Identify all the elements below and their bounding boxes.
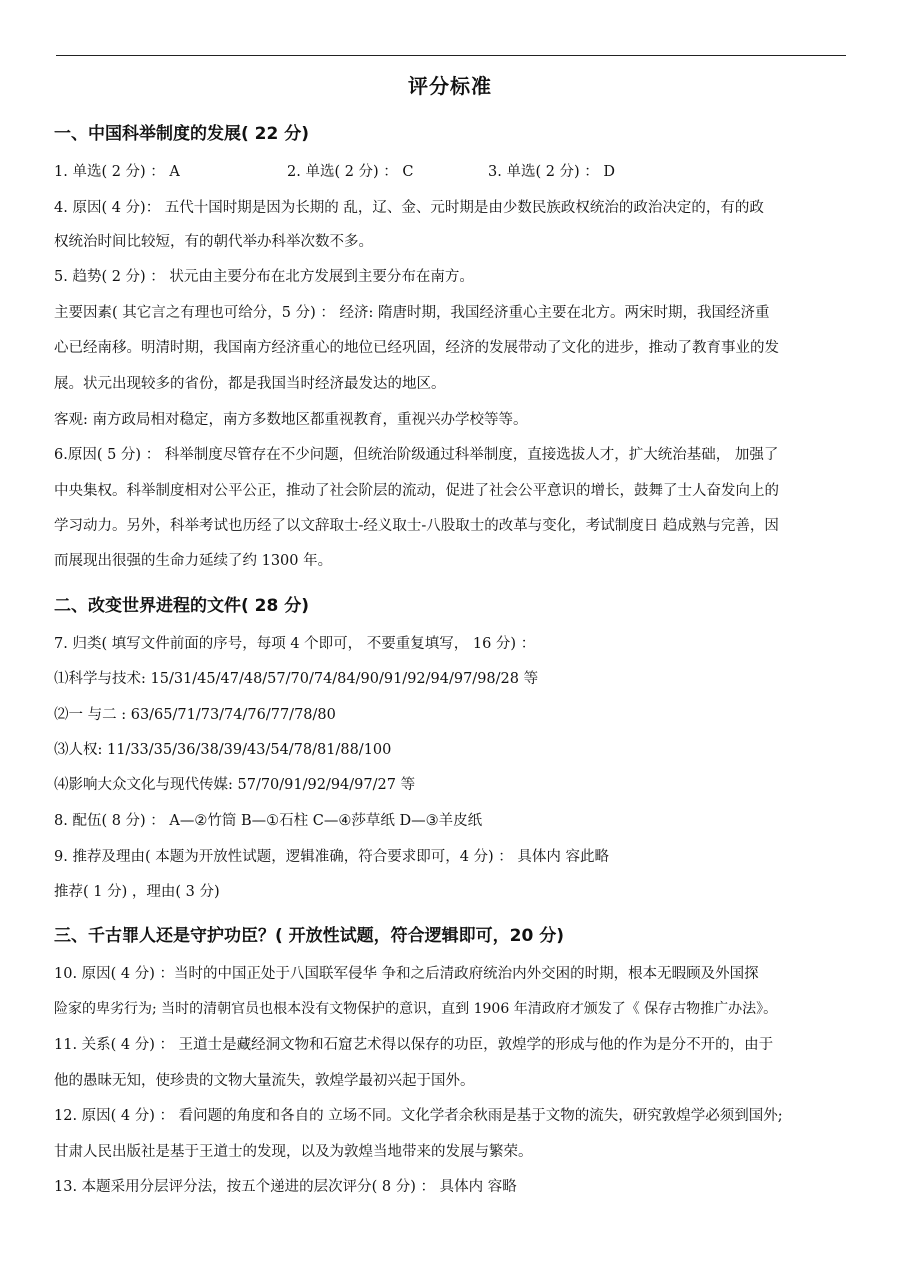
q6-line-4: 而展现出很强的生命力延续了约 1300 年。 <box>54 553 333 569</box>
q7-item-1: ⑴科学与技术: 15/31/45/47/48/57/70/74/84/90/91/92/94/97/98/28 等 <box>54 671 539 687</box>
q5-line-5: 客观: 南方政局相对稳定，南方多数地区都重视教育，重视兴办学校等等。 <box>54 412 528 428</box>
q7-item-2: ⑵一 与二 : 63/65/71/73/74/76/77/78/80 <box>54 707 336 723</box>
q7-line: 7. 归类( 填写文件前面的序号，每项 4 个即可， 不要重复填写， 16 分) ： <box>54 636 536 652</box>
q11-line-1: 11. 关系( 4 分) ： 王道士是藏经洞文物和石窟艺术得以保存的功臣，敦煌学的形成与他的作为是分不开的，由于 <box>54 1037 774 1053</box>
q2-answer: 2. 单选( 2 分) ： C <box>287 164 414 180</box>
q8-line: 8. 配伍( 8 分) ： A—②竹筒 B—①石柱 C—④莎草纸 D—③羊皮纸 <box>54 813 483 829</box>
q10-line-1: 10. 原因( 4 分) ：当时的中国正处于八国联军侵华 争和之后清政府统治内外交困的时期，根本无暇顾及外国探 <box>54 966 759 982</box>
q5-line-1: 5. 趋势( 2 分) ： 状元由主要分布在北方发展到主要分布在南方。 <box>54 269 474 285</box>
q4-line-1: 4. 原因( 4 分)： 五代十国时期是因为长期的 乱，辽、金、元时期是由少数民族政权统治的政治决定的，有的政 <box>54 200 764 216</box>
section-1-heading: 一、中国科举制度的发展( 22 分) <box>54 124 310 144</box>
q9-line-2: 推荐( 1 分) ，理由( 3 分) <box>54 884 220 900</box>
section-2-heading: 二、改变世界进程的文件( 28 分) <box>54 596 310 616</box>
q6-line-2: 中央集权。科举制度相对公平公正，推动了社会阶层的流动，促进了社会公平意识的增长，鼓舞了士人奋发向上的 <box>54 483 779 499</box>
q9-line-1: 9. 推荐及理由( 本题为开放性试题，逻辑准确，符合要求即可，4 分) ： 具体内 容此略 <box>54 849 610 865</box>
q6-line-3: 学习动力。另外，科举考试也历经了以文辞取士-经义取士-八股取士的改革与变化，考试制度日 趋成熟与完善，因 <box>54 518 779 534</box>
q7-item-4: ⑷影响大众文化与现代传媒: 57/70/91/92/94/97/27 等 <box>54 777 416 793</box>
q5-line-4: 展。状元出现较多的省份，都是我国当时经济最发达的地区。 <box>54 376 446 392</box>
q5-line-2: 主要因素( 其它言之有理也可给分，5 分) ： 经济: 隋唐时期，我国经济重心主要在北方。两宋时期，我国经济重 <box>54 305 770 321</box>
q11-line-2: 他的愚昧无知，使珍贵的文物大量流失，敦煌学最初兴起于国外。 <box>54 1073 475 1089</box>
q1-answer: 1. 单选( 2 分) ： A <box>54 164 180 180</box>
section-3-heading: 三、千古罪人还是守护功臣？( 开放性试题，符合逻辑即可，20 分) <box>54 926 565 946</box>
q10-line-2: 险家的卑劣行为; 当时的清朝官员也根本没有文物保护的意识，直到 1906 年清政府才颁发了《 保存古物推广办法》。 <box>54 1001 778 1017</box>
page-title: 评分标准 <box>408 74 492 98</box>
q12-line-2: 甘肃人民出版社是基于王道士的发现，以及为敦煌当地带来的发展与繁荣。 <box>54 1144 533 1160</box>
q3-answer: 3. 单选( 2 分) ： D <box>488 164 616 180</box>
q12-line-1: 12. 原因( 4 分) ： 看问题的角度和各自的 立场不同。文化学者余秋雨是基于文物的流失，研究敦煌学必须到国外; <box>54 1108 783 1124</box>
q5-line-3: 心已经南移。明清时期，我国南方经济重心的地位已经巩固，经济的发展带动了文化的进步，推动了教育事业的发 <box>54 340 779 356</box>
q13-line: 13. 本题采用分层评分法，按五个递进的层次评分( 8 分) ： 具体内 容略 <box>54 1179 517 1195</box>
top-rule <box>56 55 846 56</box>
q7-item-3: ⑶人权: 11/33/35/36/38/39/43/54/78/81/88/100 <box>54 742 392 758</box>
q4-line-2: 权统治时间比较短，有的朝代举办科举次数不多。 <box>54 234 373 250</box>
q6-line-1: 6.原因( 5 分) ： 科举制度尽管存在不少问题，但统治阶级通过科举制度，直接选拔人才，扩大统治基础， 加强了 <box>54 447 779 463</box>
